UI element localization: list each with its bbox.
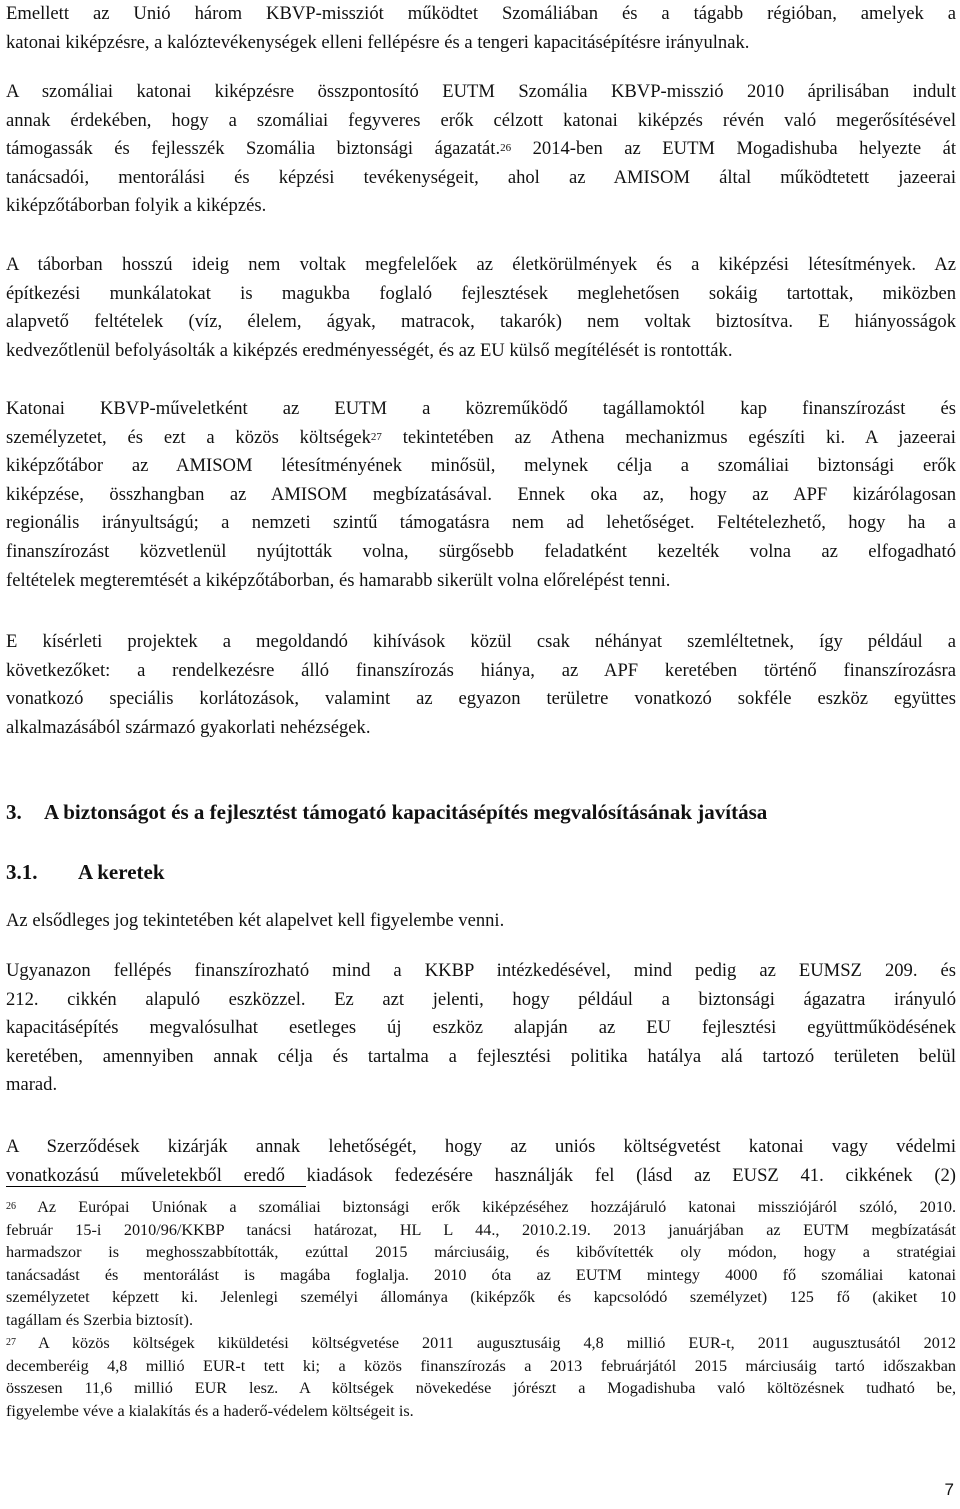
text-segment: támogassák és fejlesszék Szomália biztonsági ágazatát.: [6, 138, 501, 160]
text-line: finanszírozást közvetlenül nyújtották volna, sürgősebb feladatként kezelték volna az elfogadható: [6, 540, 956, 562]
text-line: építkezési munkálatokat is magukba foglaló fejlesztések meglehetősen sokáig tartottak, miközben: [6, 282, 956, 304]
text-line: A Szerződések kizárják annak lehetőségét, hogy az uniós költségvetést katonai vagy védelmi: [6, 1136, 956, 1157]
text-line: személyzetet képzett ki. Jelenlegi személyi állománya (kiképzők és kapcsolódó személyzet) 125 fő (akiket 10: [6, 1288, 956, 1307]
paragraph-camp-conditions: [6, 251, 956, 365]
text-line: keretében, amennyiben annak célja és tartalma a fejlesztési politika hatálya alá tartozó területen belül: [6, 1045, 956, 1067]
text-line: [6, 135, 956, 164]
section-title: A keretek: [78, 860, 165, 884]
paragraph-treaties: [6, 1133, 956, 1190]
text-line: figyelembe véve a kialakítás és a haderő-védelem költségeit is.: [6, 1401, 414, 1420]
text-line: feltételek megteremtését a kiképzőtáborban, és hamarabb sikerült volna előrelépést tenni.: [6, 569, 671, 591]
text-line: E kísérleti projektek a megoldandó kihívások közül csak néhányat szemléltetnek, így például a: [6, 631, 956, 652]
text-line: kiképzése, összhangban az AMISOM megbízatásával. Ennek oka az, hogy az APF kizárólagosan: [6, 483, 956, 505]
section-heading-3: [6, 800, 767, 825]
text-segment: A közös költségek kiküldetési költségvetése 2011 augusztusáig 4,8 millió EUR-t, 2011 augusztusától 2012: [38, 1334, 956, 1352]
text-segment: 2014-ben az EUTM Mogadishuba helyezte át: [532, 138, 956, 160]
text-line: [6, 424, 956, 453]
text-line: marad.: [6, 1074, 58, 1096]
text-line: kedvezőtlenül befolyásolták a kiképzés eredményességét, és az EU külső megítélését is rontották.: [6, 339, 733, 361]
text-line: február 15-i 2010/96/KKBP tanácsi határozat, HL L 44., 2010.2.19. 2013 januárjában az EUTM megbízatását: [6, 1220, 956, 1239]
paragraph-kbvp-missions: [6, 0, 956, 57]
text-line: kapacitásépítés megvalósulhat esetleges új eszköz alapján az EU fejlesztési együttműködésének: [6, 1017, 956, 1039]
footnote-number: 27: [6, 1337, 16, 1348]
section-title: A biztonságot és a fejlesztést támogató kapacitásépítés megvalósításának javítása: [44, 800, 768, 824]
text-line: vonatkozású műveletekből eredő kiadások fedezésére használják fel (lásd az EUSZ 41. cikkének (2): [6, 1164, 956, 1186]
footnote-divider: [6, 1186, 306, 1187]
text-line: alapvető feltételek (víz, élelem, ágyak, matracok, takarók) nem voltak biztosítva. E hiányosságok: [6, 311, 956, 333]
paragraph-primary-law: [6, 907, 956, 936]
paragraph-eutm-somalia: [6, 78, 956, 221]
text-line: Az elsődleges jog tekintetében két alapelvet kell figyelembe venni.: [6, 910, 505, 931]
text-segment: személyzetet, és ezt a közös költségek: [6, 426, 371, 448]
footnote-ref-27[interactable]: 27: [370, 430, 382, 443]
text-line: kiképzőtáborban folyik a kiképzés.: [6, 195, 267, 217]
text-line: A táborban hosszú ideig nem voltak megfelelőek az életkörülmények és a kiképzési létesítmények. Az: [6, 254, 956, 275]
text-line: Ugyanazon fellépés finanszírozható mind a KKBP intézkedésével, mind pedig az EUMSZ 209. és: [6, 960, 956, 981]
section-heading-3-1: [6, 860, 165, 885]
section-number: 3.1.: [6, 860, 38, 884]
text-line: annak érdekében, hogy a szomáliai fegyveres erők célzott katonai kiképzés révén való megerősítésével: [6, 109, 956, 131]
text-line: kiképzőtábor az AMISOM létesítményének minősül, melynek célja a szomáliai biztonsági erők: [6, 455, 956, 477]
text-line: A szomáliai katonai kiképzésre összpontosító EUTM Szomália KBVP-misszió 2010 áprilisában indult: [6, 81, 956, 102]
text-line: regionális irányultságú; a nemzeti szintű támogatásra nem ad lehetőséget. Feltételezhető, hogy ha a: [6, 512, 956, 534]
text-line: decemberéig 4,8 millió EUR-t tett ki; a közös finanszírozás a 2013 februárjától 2015 márciusáig tartó időszakban: [6, 1356, 956, 1375]
text-line: tagállam és Szerbia biztosít).: [6, 1310, 193, 1329]
paragraph-same-action: [6, 957, 956, 1100]
page-number: 7: [944, 1480, 954, 1499]
section-number: 3.: [6, 800, 22, 824]
text-segment: tekintetében az Athena mechanizmus egészíti ki. A jazeerai: [402, 426, 956, 448]
text-line: összesen 11,6 millió EUR lesz. A költségek növekedése jórészt a Mogadishuba való költözésnek tudható be,: [6, 1379, 956, 1398]
text-line: tanácsadást és mentorálást is magába foglalja. 2010 óta az EUTM mintegy 4000 fő szomáliai katonai: [6, 1265, 956, 1284]
text-line: katonai kiképzésre, a kalóztevékenységek elleni fellépésre és a tengeri kapacitásépítésre irányulnak.: [6, 31, 750, 53]
text-line: [6, 1196, 956, 1219]
text-line: alkalmazásából származó gyakorlati nehézségek.: [6, 716, 371, 738]
text-line: Katonai KBVP-műveletként az EUTM a közreműködő tagállamoktól kap finanszírozást és: [6, 398, 956, 419]
text-line: 212. cikkén alapuló eszközzel. Ez azt jelenti, hogy például a biztonsági ágazatra irányuló: [6, 988, 956, 1010]
text-line: tanácsadói, mentorálási és képzési tevékenységeit, ahol az AMISOM által működtetett jazeerai: [6, 166, 956, 188]
footnote-number: 26: [6, 1201, 16, 1212]
text-line: Emellett az Unió három KBVP-missziót működtet Szomáliában és a tágabb régióban, amelyek a: [6, 3, 956, 24]
footnote-26: [6, 1196, 956, 1332]
footnote-27: [6, 1332, 956, 1422]
footnote-ref-26[interactable]: 26: [500, 142, 512, 155]
text-segment: Az Európai Uniónak a szomáliai biztonsági erők kiképzéséhez hozzájáruló katonai missziójáról szóló, 2010.: [37, 1198, 957, 1216]
paragraph-financing: [6, 395, 956, 595]
text-line: vonatkozó speciális korlátozások, valamint az egyazon területre vonatkozó sokféle eszköz együttes: [6, 688, 956, 710]
text-line: következőket: a rendelkezésre álló finanszírozás hiánya, az APF keretében történő finanszírozásra: [6, 659, 956, 681]
paragraph-pilot-projects: [6, 628, 956, 742]
text-line: [6, 1332, 956, 1355]
text-line: harmadszor is meghosszabbították, ezúttal 2015 márciusáig, és kibővítették oly módon, hogy a stratégiai: [6, 1243, 956, 1262]
